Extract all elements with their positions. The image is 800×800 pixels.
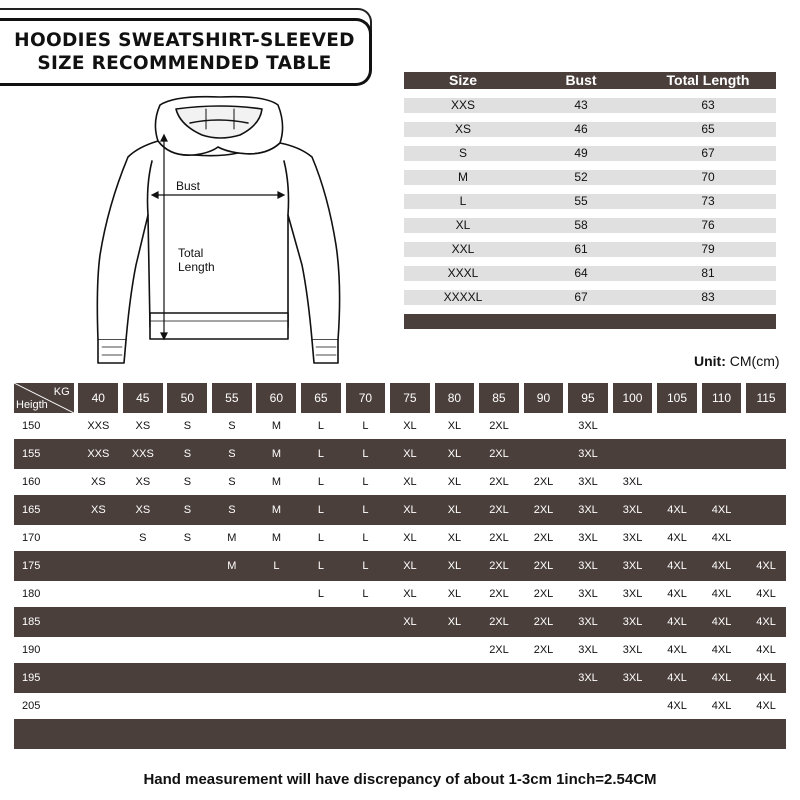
size-recommendation-cell: S — [183, 420, 192, 432]
size-cell: XL — [455, 218, 471, 232]
size-recommendation-cell: S — [139, 532, 147, 544]
grid-header — [14, 383, 786, 413]
size-recommendation-cell: XL — [447, 616, 462, 628]
size-recommendation-cell: S — [228, 476, 236, 488]
size-table — [404, 72, 776, 329]
size-recommendation-cell: 4XL — [756, 560, 776, 572]
grid-row — [14, 551, 786, 581]
size-recommendation-cell: M — [271, 476, 281, 488]
bust-cell: 64 — [574, 266, 588, 280]
size-recommendation-cell: 4XL — [711, 672, 732, 684]
size-recommendation-cell: 3XL — [622, 560, 643, 572]
bust-cell: 43 — [574, 98, 588, 112]
title-line-1: HOODIES SWEATSHIRT-SLEEVED — [14, 30, 355, 51]
size-recommendation-cell: 4XL — [667, 672, 687, 684]
size-recommendation-cell: L — [362, 476, 369, 488]
size-recommendation-cell: XL — [403, 616, 417, 628]
weight-header-cell: 95 — [568, 383, 608, 413]
size-recommendation-cell: 2XL — [533, 504, 554, 516]
size-recommendation-cell: 2XL — [533, 616, 554, 628]
size-recommendation-cell: XL — [403, 476, 417, 488]
bust-cell: 55 — [574, 194, 588, 208]
size-recommendation-cell: 4XL — [756, 644, 776, 656]
size-recommendation-cell: XS — [90, 476, 106, 488]
size-table-row — [404, 194, 776, 209]
weight-header-cell: 80 — [435, 383, 475, 413]
size-recommendation-cell: 2XL — [533, 588, 554, 600]
size-recommendation-cell: M — [227, 532, 237, 544]
size-recommendation-cell: 4XL — [711, 644, 732, 656]
weight-header-cell: 110 — [702, 383, 742, 413]
size-recommendation-cell: L — [317, 420, 324, 432]
length-cell: 63 — [701, 98, 715, 112]
size-recommendation-cell: M — [271, 448, 281, 460]
size-recommendation-cell: S — [228, 504, 236, 516]
size-recommendation-cell: L — [317, 588, 324, 600]
size-recommendation-cell: XL — [403, 532, 417, 544]
size-recommendation-cell: S — [228, 420, 236, 432]
length-cell: 81 — [701, 266, 715, 280]
size-recommendation-cell: 3XL — [622, 476, 643, 488]
grid-row — [14, 495, 786, 525]
unit-prefix: Unit: — [694, 353, 726, 369]
size-recommendation-cell: L — [362, 420, 369, 432]
header-bust: Bust — [565, 72, 597, 88]
size-recommendation-cell: XS — [90, 504, 106, 516]
length-cell: 83 — [701, 290, 715, 304]
size-recommendation-cell: 4XL — [667, 644, 687, 656]
size-recommendation-cell: 4XL — [711, 532, 732, 544]
weight-header-cell: 40 — [78, 383, 118, 413]
grid-row — [14, 581, 786, 607]
weight-header-cell: 115 — [746, 383, 786, 413]
weight-header-cell: 100 — [613, 383, 653, 413]
size-recommendation-cell: L — [362, 448, 369, 460]
corner-height: Heigth — [16, 399, 48, 411]
weight-header-cell: 85 — [479, 383, 519, 413]
height-label: 150 — [22, 420, 41, 432]
bust-cell: 67 — [574, 290, 588, 304]
height-label: 165 — [22, 504, 41, 516]
size-recommendation-cell: M — [271, 420, 281, 432]
grid-row — [14, 439, 786, 469]
height-label: 170 — [22, 532, 41, 544]
size-recommendation-cell: 3XL — [578, 504, 598, 516]
size-cell: XS — [454, 122, 471, 136]
size-table-row — [404, 218, 776, 233]
size-recommendation-cell: 4XL — [756, 672, 776, 684]
size-recommendation-cell: L — [362, 504, 369, 516]
size-recommendation-cell: XL — [447, 476, 462, 488]
size-table-row — [404, 98, 776, 113]
size-recommendation-cell: 4XL — [711, 588, 732, 600]
size-cell: S — [458, 146, 467, 160]
size-recommendation-cell: 3XL — [622, 532, 643, 544]
size-recommendation-cell: 4XL — [711, 700, 732, 712]
size-recommendation-cell: 4XL — [711, 616, 732, 628]
height-label: 155 — [22, 448, 41, 460]
size-table-row — [404, 146, 776, 161]
size-recommendation-cell: M — [227, 560, 237, 572]
length-cell: 65 — [701, 122, 715, 136]
size-recommendation-cell: L — [362, 560, 369, 572]
size-table-header — [404, 72, 776, 89]
size-recommendation-cell: XL — [447, 588, 462, 600]
weight-header-cell: 75 — [390, 383, 430, 413]
title-box-front — [0, 18, 372, 86]
size-recommendation-cell: XL — [447, 560, 462, 572]
grid-footer-bar — [14, 719, 786, 749]
size-recommendation-cell: 2XL — [489, 532, 509, 544]
weight-header-cell: 50 — [167, 383, 207, 413]
height-label: 195 — [22, 672, 41, 684]
size-table-footer-bar — [404, 314, 776, 329]
size-recommendation-cell: 3XL — [578, 644, 598, 656]
size-recommendation-cell: 3XL — [578, 588, 598, 600]
weight-header-cell: 65 — [301, 383, 341, 413]
bust-cell: 61 — [574, 242, 588, 256]
size-recommendation-cell: 2XL — [489, 560, 509, 572]
size-table-row — [404, 170, 776, 185]
weight-header-cell: 45 — [123, 383, 163, 413]
length-cell: 73 — [701, 194, 715, 208]
title-box — [0, 8, 372, 86]
size-recommendation-cell: L — [317, 532, 324, 544]
weight-header-cell: 90 — [524, 383, 564, 413]
size-recommendation-cell: 4XL — [667, 504, 687, 516]
size-table-body — [404, 98, 776, 305]
size-recommendation-cell: XL — [447, 532, 462, 544]
size-recommendation-cell: 3XL — [578, 448, 598, 460]
weight-header-cell: 55 — [212, 383, 252, 413]
size-recommendation-cell: S — [183, 476, 192, 488]
size-recommendation-cell: 4XL — [667, 700, 687, 712]
size-recommendation-cell: 2XL — [489, 616, 509, 628]
size-recommendation-cell: L — [317, 448, 324, 460]
size-recommendation-cell: 2XL — [489, 448, 509, 460]
size-recommendation-cell: 4XL — [667, 532, 687, 544]
height-label: 190 — [22, 644, 41, 656]
size-recommendation-cell: 3XL — [578, 420, 598, 432]
grid-row — [14, 637, 786, 663]
size-recommendation-cell: XL — [403, 420, 417, 432]
size-recommendation-cell: L — [317, 560, 324, 572]
size-recommendation-cell: L — [273, 560, 280, 572]
size-table-row — [404, 266, 776, 281]
title-line-2: SIZE RECOMMENDED TABLE — [37, 53, 332, 74]
size-recommendation-cell: XL — [447, 448, 462, 460]
size-recommendation-cell: 4XL — [756, 700, 776, 712]
size-recommendation-cell: XL — [403, 504, 417, 516]
grid-row — [14, 693, 786, 719]
size-recommendation-cell: XL — [447, 504, 462, 516]
size-recommendation-cell: 3XL — [578, 476, 598, 488]
size-recommendation-cell: 2XL — [489, 420, 509, 432]
height-label: 175 — [22, 560, 41, 572]
bust-cell: 49 — [574, 146, 588, 160]
grid-body — [14, 413, 786, 719]
size-recommendation-cell: 3XL — [622, 588, 643, 600]
size-recommendation-cell: L — [362, 588, 369, 600]
size-recommendation-cell: XL — [403, 448, 417, 460]
header-size: Size — [448, 72, 477, 88]
hoodie-diagram — [90, 95, 350, 373]
size-recommendation-cell: L — [317, 476, 324, 488]
footer-note: Hand measurement will have discrepancy of about 1-3cm 1inch=2.54CM — [143, 771, 657, 788]
size-recommendation-cell: 2XL — [533, 532, 554, 544]
height-label: 185 — [22, 616, 41, 628]
unit-label — [694, 353, 780, 369]
size-recommendation-cell: 2XL — [489, 588, 509, 600]
weight-header-cell: 105 — [657, 383, 697, 413]
size-recommendation-cell: S — [183, 448, 192, 460]
size-recommendation-cell: 2XL — [533, 476, 554, 488]
size-recommendation-cell: S — [228, 448, 236, 460]
size-recommendation-cell: M — [271, 504, 281, 516]
length-cell: 79 — [701, 242, 715, 256]
size-cell: L — [459, 194, 467, 208]
size-recommendation-cell: 2XL — [489, 644, 509, 656]
size-recommendation-cell: 3XL — [578, 616, 598, 628]
height-label: 205 — [22, 700, 41, 712]
length-cell: 67 — [701, 146, 715, 160]
size-recommendation-cell: 4XL — [711, 504, 732, 516]
size-recommendation-cell: 3XL — [622, 644, 643, 656]
size-recommendation-cell: 4XL — [756, 588, 776, 600]
size-table-row — [404, 290, 776, 305]
size-cell: XXXL — [447, 266, 479, 280]
weight-header-cell: 70 — [346, 383, 386, 413]
size-recommendation-cell: 2XL — [489, 504, 509, 516]
size-recommendation-cell: XL — [403, 560, 417, 572]
size-recommendation-cell: XL — [403, 588, 417, 600]
size-recommendation-cell: 3XL — [622, 616, 643, 628]
size-recommendation-cell: 4XL — [711, 560, 732, 572]
size-recommendation-cell: S — [183, 532, 192, 544]
size-table-row — [404, 242, 776, 257]
size-cell: M — [458, 170, 468, 184]
size-cell: XXXXL — [443, 290, 483, 304]
size-recommendation-cell: S — [183, 504, 192, 516]
size-recommendation-cell: XXS — [131, 448, 154, 460]
length-label-2: Length — [178, 260, 215, 274]
height-weight-grid — [14, 383, 786, 749]
size-recommendation-cell: 3XL — [622, 504, 643, 516]
size-recommendation-cell: 3XL — [622, 672, 643, 684]
grid-row — [14, 607, 786, 637]
size-recommendation-cell: XS — [135, 504, 151, 516]
grid-row — [14, 413, 786, 439]
height-label: 160 — [22, 476, 41, 488]
header-total-length: Total Length — [666, 72, 750, 88]
size-recommendation-cell: 4XL — [756, 616, 776, 628]
bust-label: Bust — [176, 179, 201, 193]
bust-cell: 58 — [574, 218, 588, 232]
size-recommendation-cell: XS — [135, 420, 151, 432]
height-label: 180 — [22, 588, 41, 600]
size-recommendation-cell: M — [271, 532, 281, 544]
length-cell: 70 — [701, 170, 715, 184]
grid-row — [14, 663, 786, 693]
size-recommendation-cell: XL — [447, 420, 462, 432]
size-recommendation-cell: 3XL — [578, 532, 598, 544]
length-label-1: Total — [178, 246, 204, 260]
size-recommendation-cell: 4XL — [667, 560, 687, 572]
size-cell: XXL — [451, 242, 475, 256]
size-recommendation-cell: 2XL — [533, 560, 554, 572]
unit-value: CM(cm) — [729, 353, 780, 369]
size-recommendation-cell: 2XL — [489, 476, 509, 488]
size-table-row — [404, 122, 776, 137]
corner-kg: KG — [53, 386, 70, 398]
size-recommendation-cell: XS — [135, 476, 151, 488]
size-recommendation-cell: XXS — [87, 448, 110, 460]
size-recommendation-cell: 4XL — [667, 588, 687, 600]
size-cell: XXS — [450, 98, 475, 112]
weight-header-cell: 60 — [256, 383, 296, 413]
grid-row — [14, 525, 786, 551]
size-recommendation-cell: 2XL — [533, 644, 554, 656]
size-recommendation-cell: L — [362, 532, 369, 544]
size-recommendation-cell: L — [317, 504, 324, 516]
size-recommendation-cell: XXS — [87, 420, 110, 432]
length-cell: 76 — [701, 218, 715, 232]
bust-cell: 52 — [574, 170, 588, 184]
size-recommendation-cell: 3XL — [578, 560, 598, 572]
bust-cell: 46 — [574, 122, 588, 136]
grid-row — [14, 469, 786, 495]
grid-corner — [14, 383, 74, 413]
size-recommendation-cell: 3XL — [578, 672, 598, 684]
size-recommendation-cell: 4XL — [667, 616, 687, 628]
